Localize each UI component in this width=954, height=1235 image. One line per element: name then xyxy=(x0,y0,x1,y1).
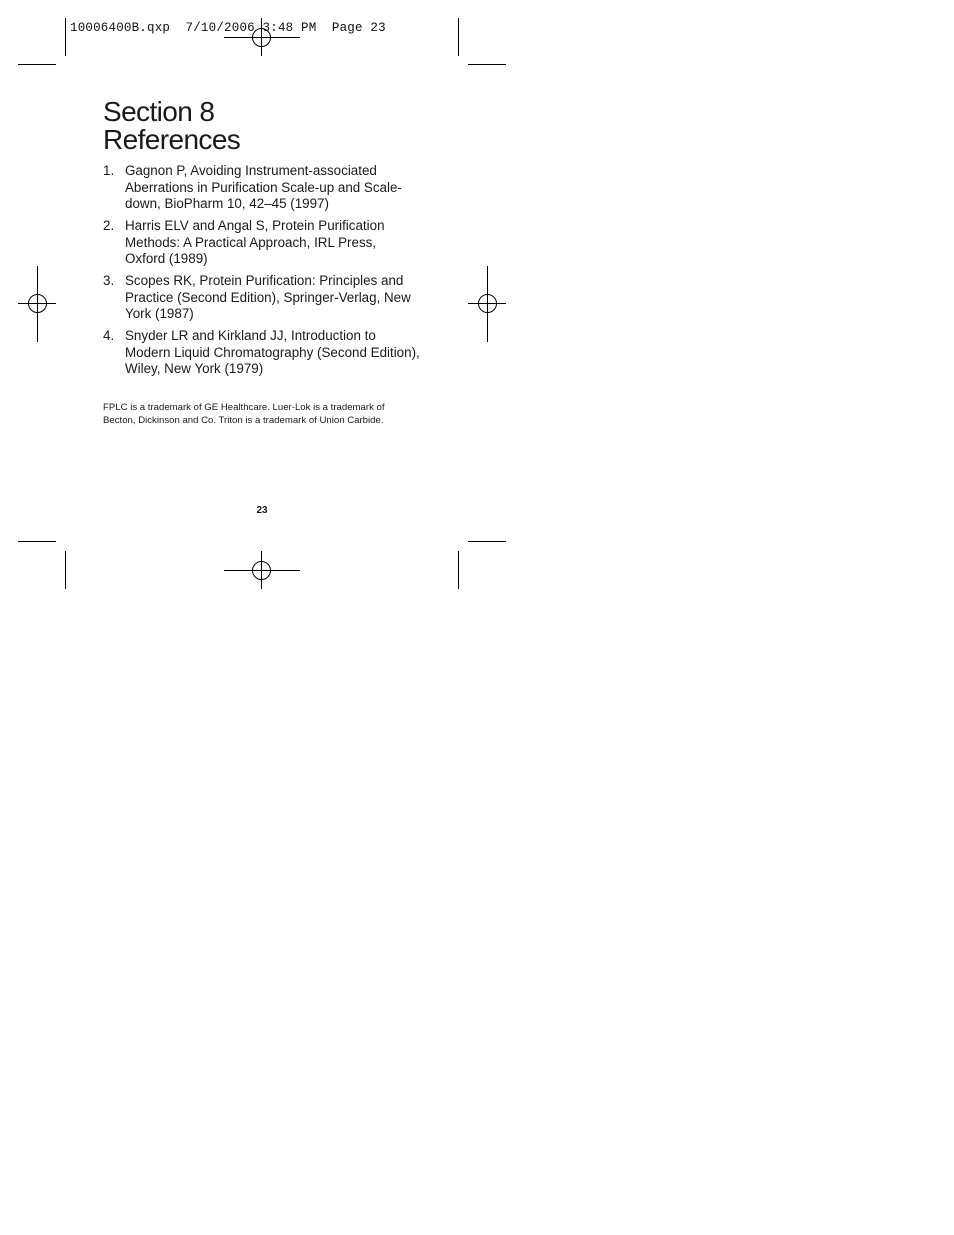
section-number: Section 8 xyxy=(103,96,215,127)
registration-mark-bottom xyxy=(224,551,300,589)
reference-line: Methods: A Practical Approach, IRL Press, xyxy=(125,234,377,250)
reference-item-4 xyxy=(103,328,433,378)
registration-mark-right xyxy=(468,266,506,342)
reference-line: Modern Liquid Chromatography (Second Edition), xyxy=(125,344,420,360)
reference-item-1 xyxy=(103,163,433,213)
reference-number: 4. xyxy=(103,328,115,343)
reference-line: Aberrations in Purification Scale-up and Scale- xyxy=(125,179,402,195)
print-slug xyxy=(70,21,386,35)
footnote-line: Becton, Dickinson and Co. Triton is a trademark of Union Carbide. xyxy=(103,415,384,426)
reference-line: Wiley, New York (1979) xyxy=(125,361,264,376)
reference-line: down, BioPharm 10, 42–45 (1997) xyxy=(125,196,329,211)
reference-line: Snyder LR and Kirkland JJ, Introduction to xyxy=(125,328,376,343)
reference-number: 2. xyxy=(103,218,115,233)
reference-line: Harris ELV and Angal S, Protein Purification xyxy=(125,218,385,233)
reference-number: 3. xyxy=(103,273,115,288)
reference-list xyxy=(103,163,433,383)
reference-line: Gagnon P, Avoiding Instrument-associated xyxy=(125,163,377,178)
reference-item-3 xyxy=(103,273,433,323)
reference-line: Scopes RK, Protein Purification: Principles and xyxy=(125,273,404,288)
section-title: References xyxy=(103,124,241,155)
reference-line: Oxford (1989) xyxy=(125,251,208,266)
section-heading xyxy=(103,98,240,154)
slug-page: Page 23 xyxy=(331,21,386,35)
reference-line: Practice (Second Edition), Springer-Verlag, New xyxy=(125,289,411,305)
reference-line: York (1987) xyxy=(125,306,194,321)
registration-mark-left xyxy=(18,266,56,342)
reference-item-2 xyxy=(103,218,433,268)
page-number: 23 xyxy=(256,505,268,516)
slug-filename: 10006400B.qxp xyxy=(70,21,171,35)
reference-number: 1. xyxy=(103,163,115,178)
footnote-line: FPLC is a trademark of GE Healthcare. Luer-Lok is a trademark of xyxy=(103,402,385,413)
slug-date: 7/10/2006 xyxy=(185,21,255,35)
slug-time: 3:48 PM xyxy=(262,21,317,35)
trademark-footnote xyxy=(103,401,423,427)
